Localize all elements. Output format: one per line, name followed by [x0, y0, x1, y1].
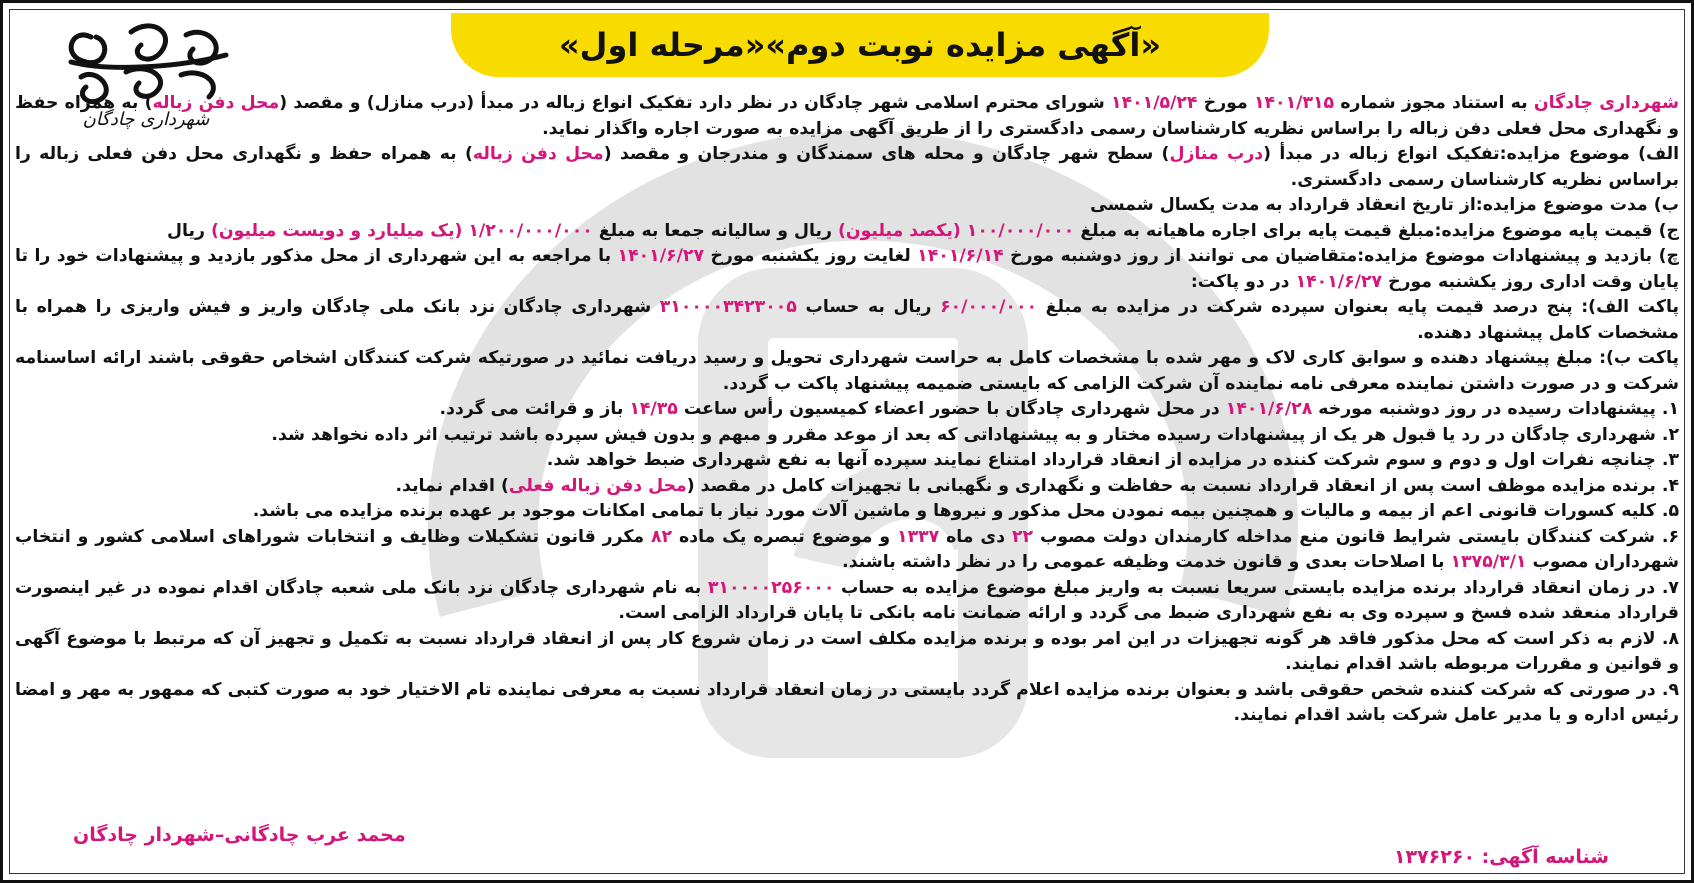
text-run: ریال به حساب [796, 297, 941, 317]
text-run: مکرر قانون تشکیلات وظایف و انتخابات شوراهای اسلامی کشور و انتخاب شهرداران مصوب [15, 526, 1679, 572]
condition-1 [15, 397, 1679, 423]
text-run: دی ماه [939, 526, 1012, 547]
highlight-permit-number: ۱۴۰۱/۳۱۵ [1253, 93, 1335, 113]
condition-6 [15, 525, 1679, 576]
highlight-destination: محل دفن زباله [472, 144, 604, 164]
intro-paragraph [15, 91, 1679, 142]
text-run: در دو پاکت: [1190, 271, 1296, 292]
envelope-alef [15, 295, 1679, 346]
condition-7 [15, 576, 1679, 627]
ad-id-value: ۱۳۷۶۲۶۰ [1393, 846, 1476, 868]
highlight-opening-date: ۱۴۰۱/۶/۲۸ [1225, 399, 1313, 419]
condition-4 [15, 474, 1679, 500]
condition-3: ۳. چنانچه نفرات اول و دوم و سوم شرکت کننده در مزایده از انعقاد قرارداد امتناع نمایند سپرده آنها به نفع شهرداری ضبط خواهد شد. [546, 450, 1679, 470]
text-run: مورخ [1197, 93, 1254, 113]
banner-title: «آگهی مزایده نوبت دوم»«مرحله اول» [559, 26, 1162, 64]
highlight-current-site: محل دفن زباله فعلی [508, 475, 687, 496]
condition-9: ۹. در صورتی که شرکت کننده شخص حقوقی باشد و بعنوان برنده مزایده اعلام گردد بایستی در زمان انعقاد قرارداد نسبت به معرفی نماینده تام الاختیار خود به صورت کتبی که ممهور به مهر و امضا رئیس اداره و یا مدیر عامل شرکت باشد اقدام نمایند. [15, 679, 1679, 725]
clause-alef [15, 142, 1679, 193]
text-run: با مراجعه به این شهرداری از محل مذکور بازدید و پیشنهادات خود را تا پایان وقت اداری روز یکشنبه مورخ [15, 246, 1679, 292]
text-run: ۴. برنده مزایده موظف است پس از انعقاد قرارداد نسبت به حفاظت و نگهداری و نگهبانی با تجهیزات کامل در مقصد ( [686, 475, 1679, 496]
ad-id-label: شناسه آگهی: [1481, 846, 1609, 868]
clause-jim [15, 219, 1679, 245]
highlight-law-date: ۱۳۷۵/۳/۱ [1450, 552, 1527, 572]
text-run: ۷. در زمان انعقاد قرارداد برنده مزایده بایستی سریعا نسبت به واریز مبلغ موضوع مزایده به حساب [834, 577, 1679, 598]
text-run: ) سطح شهر چادگان و محله های سمندگان و مندرجان و مقصد ( [603, 144, 1170, 164]
title-banner [451, 13, 1269, 77]
text-run: ریال [167, 220, 211, 241]
text-run: ریال و سالیانه جمعا به مبلغ [592, 220, 838, 241]
text-run: الف) موضوع مزایده:تفکیک انواع زباله در مبدأ ( [1263, 144, 1680, 164]
text-run: باز و قرائت می گردد. [439, 399, 630, 419]
text-run: به استناد مجوز شماره [1334, 93, 1534, 113]
clause-che [15, 244, 1679, 295]
text-run: لغایت روز یکشنبه مورخ [704, 246, 918, 266]
text-run: ۶. شرکت کنندگان بایستی شرایط قانون منع مداخله کارمندان دولت مصوب [1033, 526, 1679, 547]
envelope-be: پاکت ب): مبلغ پیشنهاد دهنده و سوابق کاری لاک و مهر شده با مشخصات کامل به حراست شهرداری تحویل و رسید دریافت نمائید در صورتیکه شرکت کنندگان اشخاص حقوقی باشند ارائه اساسنامه شرکت و در صورت داشتن نماینده معرفی نامه نماینده آن شرکت الزامی که بایستی ضمیمه پیشنهاد پاکت ب گردد. [15, 348, 1679, 394]
text-run: ۱. پیشنهادات رسیده در روز دوشنبه مورخه [1312, 399, 1679, 419]
highlight-origin: درب منازل [1169, 144, 1264, 164]
text-run: با اصلاحات بعدی و قانون خدمت وظیفه عمومی را در نظر داشته باشند. [842, 552, 1451, 572]
text-run: ) به همراه حفظ و نگهداری محل فعلی دفن زباله را براساس نظریه کارشناسان رسمی دادگستری را از طریق آگهی مزایده به صورت اجاره واگذار نماید. [15, 93, 1679, 139]
clause-be: ب) مدت موضوع مزایده:از تاریخ انعقاد قرارداد به مدت یکسال شمسی [1090, 195, 1679, 215]
highlight-municipality: شهرداری چادگان [1533, 93, 1679, 113]
highlight-end-date: ۱۴۰۱/۶/۲۷ [617, 246, 704, 266]
condition-5: ۵. کلیه کسورات قانونی اعم از بیمه و مالیات و همچنین بیمه نمودن محل مذکور و نیروها و ماشین آلات مورد نیاز با تمامی امکانات موجود بر عهده برنده مزایده می باشد. [252, 501, 1679, 521]
mayor-signature: محمد عرب چادگانی–شهردار چادگان [73, 824, 406, 846]
text-run: ) اقدام نماید. [395, 475, 509, 496]
text-run: و موضوع تبصره یک ماده [672, 526, 898, 547]
highlight-start-date: ۱۴۰۱/۶/۱۴ [917, 246, 1004, 266]
highlight-permit-date: ۱۴۰۱/۵/۲۴ [1111, 93, 1198, 113]
highlight-yearly-price: ۱/۲۰۰/۰۰۰/۰۰۰ (یک میلیارد و دویست میلیون) [210, 220, 593, 241]
text-run: در محل شهرداری چادگان با حضور اعضاء کمیسیون رأس ساعت [677, 399, 1226, 419]
highlight-deadline-date: ۱۴۰۱/۶/۲۷ [1295, 271, 1383, 292]
advertisement-body [15, 91, 1679, 729]
logo-caption: شهرداری چادگان [82, 109, 210, 130]
text-run: چ) بازدید و پیشنهادات موضوع مزایده:متقاضیان می توانند از روز دوشنبه مورخ [1003, 246, 1679, 266]
text-run: پاکت الف): پنج درصد قیمت پایه بعنوان سپرده شرکت در مزایده به مبلغ [1037, 297, 1679, 317]
text-run: به نام شهرداری چادگان نزد بانک ملی شعبه چادگان اقدام نموده در غیر اینصورت قرارداد منعقد شده فسخ و سپرده وی به نفع شهرداری ضبط می گردد و ارائه ضمانت نامه بانکی تا پایان قرارداد الزامی است. [15, 577, 1679, 623]
text-run: شهرداری چادگان نزد بانک ملی چادگان واریز و فیش واریزی را همراه با مشخصات کامل پیشنهاد دهنده. [15, 297, 1679, 343]
highlight-account-number: ۳۱۰۰۰۰۳۴۲۳۰۰۵ [659, 297, 797, 317]
highlight-day: ۲۲ [1011, 526, 1034, 547]
text-run: شورای محترم اسلامی شهر چادگان در نظر دارد تفکیک انواع زباله در مبدأ (درب منازل) و مقصد ( [279, 93, 1112, 113]
ad-id [1394, 846, 1609, 868]
highlight-deposit-amount: ۶۰/۰۰۰/۰۰۰ [940, 297, 1038, 317]
condition-8: ۸. لازم به ذکر است که محل مذکور فاقد هر گونه تجهیزات در این امر بوده و برنده مزایده مکلف است در زمان شروع کار پس از انعقاد قرارداد نسبت به تکمیل و تجهیز آن که مرتبط با موضوع آگهی و قوانین و مقررات مربوطه باشد اقدام نمایند. [15, 628, 1679, 674]
highlight-article: ۸۲ [651, 526, 673, 547]
text-run: ) به همراه حفظ و نگهداری محل دفن فعلی زباله را براساس نظریه کارشناسان رسمی دادگستری. [15, 144, 1679, 190]
highlight-year: ۱۳۳۷ [897, 526, 940, 547]
highlight-opening-time: ۱۴/۳۵ [629, 399, 678, 419]
highlight-monthly-price: ۱۰۰/۰۰۰/۰۰۰ (یکصد میلیون) [837, 220, 1075, 241]
text-run: ج) قیمت پایه موضوع مزایده:مبلغ قیمت پایه برای اجاره ماهیانه به مبلغ [1074, 220, 1679, 241]
highlight-destination: محل دفن زباله [152, 93, 280, 113]
condition-2: ۲. شهرداری چادگان در رد یا قبول هر یک از پیشنهادات رسیده مختار و به پیشنهاداتی که بعد از موعد مقرر و مبهم و بدون فیش سپرده باشد ترتیب اثر داده نخواهد شد. [271, 424, 1679, 445]
highlight-account-number: ۳۱۰۰۰۰۲۵۶۰۰۰ [707, 577, 835, 598]
